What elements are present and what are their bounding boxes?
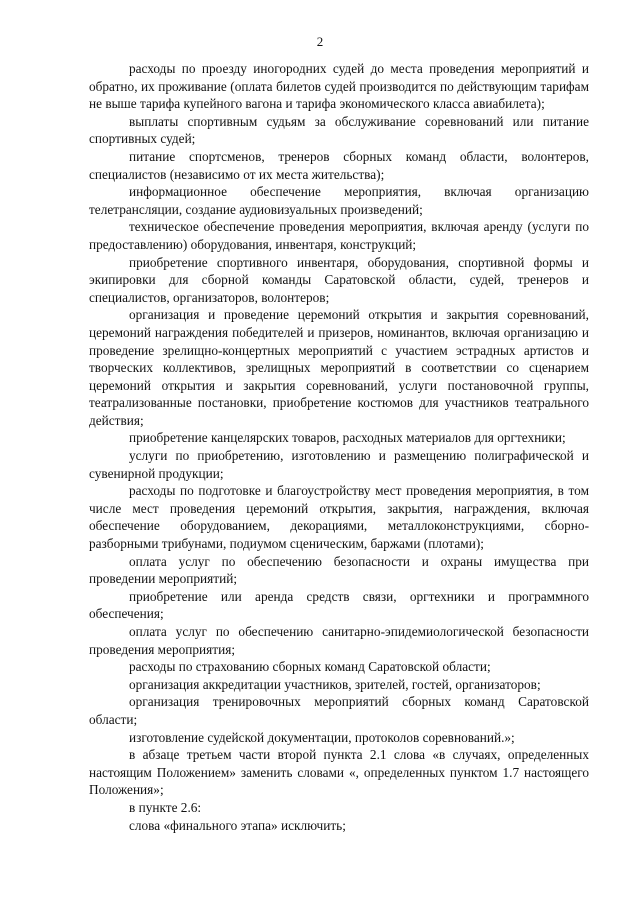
paragraph-travel-expenses: расходы по проезду иногородних судей до места проведения мероприятий и обратно, их проживание (оплата билетов судей производится по действующим тарифам не выше тарифа купейного вагона и тарифа экономического класса авиабилета); [89,61,589,112]
paragraph-judges-payments: выплаты спортивным судьям за обслуживание соревнований или питание спортивных судей; [89,113,589,147]
paragraph-clause-2-6: в пункте 2.6: [129,799,202,815]
paragraph-athletes-meals: питание спортсменов, тренеров сборных команд области, волонтеров, специалистов (независимо от их места жительства); [89,148,589,182]
paragraph-technical-support: техническое обеспечение проведения мероприятия, включая аренду (услуги по предоставлению) оборудования, инвентаря, конструкций; [89,219,589,252]
paragraph-communications: приобретение или аренда средств связи, оргтехники и программного обеспечения; [89,588,589,622]
paragraph-amendment-2-1: в абзаце третьем части второй пункта 2.1 слова «в случаях, определенных настоящим Положением» заменить словами «, определенных пунктом 1.7 настоящего Положения»; [89,747,589,798]
paragraph-sports-equipment: приобретение спортивного инвентаря, оборудования, спортивной формы и экипировки для сборной команды Саратовской области, судей, тренеров и специалистов, организаторов, волонтеров; [89,254,589,305]
paragraph-ceremonies: организация и проведение церемоний открытия и закрытия соревнований, церемоний награждения победителей и призеров, номинантов, включая организацию и проведение зрелищно-концертных мероприятий с участием эстрадных артистов и творческих коллективов, зрелищных мероприятий в соответствии со сценарием церемоний открытия и закрытия соревнований, услуги постановочной группы, театрализованные постановки, приобретение костюмов для участников театрального действия; [89,307,589,428]
paragraph-sanitary-safety: оплата услуг по обеспечению санитарно-эпидемиологической безопасности проведения мероприятия; [89,624,589,657]
document-body [89,60,589,834]
paragraph-training-events: организация тренировочных мероприятий сборных команд Саратовской области; [89,694,589,727]
paragraph-office-supplies: приобретение канцелярских товаров, расходных материалов для оргтехники; [129,430,566,446]
page-number: 2 [316,34,324,49]
paragraph-judges-documentation: изготовление судейской документации, протоколов соревнований.»; [129,729,515,745]
paragraph-accreditation: организация аккредитации участников, зрителей, гостей, организаторов; [129,676,541,692]
paragraph-venue-preparation: расходы по подготовке и благоустройству мест проведения мероприятия, в том числе мест проведения церемоний открытия, закрытия, награждения, включая обеспечение оборудованием, декорациями, металлоконструкциями, сборно-разборными трибунами, подиумом сценическим, баржами (плотами); [89,483,589,552]
paragraph-security: оплата услуг по обеспечению безопасности и охраны имущества при проведении мероприятий; [89,553,589,587]
paragraph-insurance: расходы по страхованию сборных команд Саратовской области; [129,659,491,675]
paragraph-information-support: информационное обеспечение мероприятия, включая организацию телетрансляции, создание аудиовизуальных произведений; [89,184,589,217]
paragraph-exclude-final-stage: слова «финального этапа» исключить; [129,817,346,833]
paragraph-printing-services: услуги по приобретению, изготовлению и размещению полиграфической и сувенирной продукции; [89,448,589,481]
